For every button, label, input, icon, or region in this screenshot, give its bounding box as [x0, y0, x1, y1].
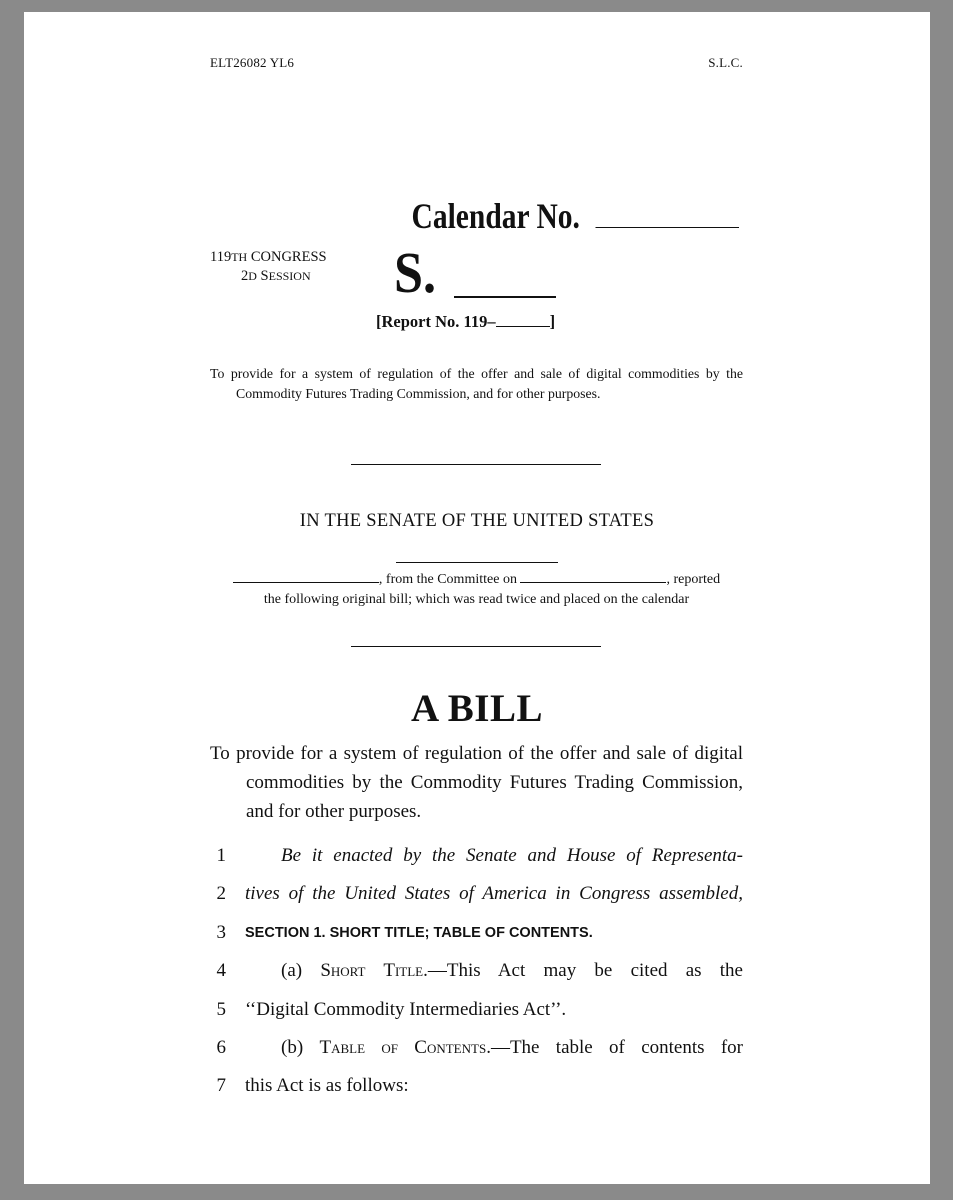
act-name-line: ‘‘Digital Commodity Intermediaries Act’’.	[245, 999, 567, 1020]
bill-page	[24, 12, 930, 1184]
short-title-line	[245, 958, 743, 984]
report-blank	[496, 314, 550, 327]
congress-number: 119TH CONGRESS	[210, 249, 327, 265]
as-follows-line: this Act is as follows:	[245, 1075, 409, 1096]
slc-code: S.L.C.	[708, 55, 743, 70]
senate-heading: IN THE SENATE OF THE UNITED STATES	[299, 511, 655, 531]
enacting-clause-line-2: tives of the United States of America in Congress assembled,	[245, 883, 743, 904]
table-of-contents-line	[245, 1035, 743, 1061]
divider	[351, 646, 601, 647]
calendar-number	[153, 195, 739, 237]
subsection-text: .—The table of contents for	[486, 1037, 743, 1058]
line-number: 1	[216, 845, 226, 866]
line-number: 6	[216, 1037, 226, 1058]
line-number: 2	[216, 883, 226, 904]
short-description-text: To provide for a system of regulation of the offer and sale of digital commodities by the Commodity Futures Trading Commission, and for other purposes.	[210, 366, 743, 401]
subsection-label: (b)	[281, 1037, 320, 1058]
session-number: 2D SESSION	[241, 268, 311, 284]
long-description	[210, 739, 743, 826]
short-description	[210, 364, 743, 404]
bill-number-blank	[454, 296, 556, 298]
bill-heading: A BILL	[411, 687, 543, 730]
divider	[351, 464, 601, 465]
committee-blank	[520, 570, 666, 583]
line-number: 3	[216, 922, 226, 943]
committee-note-part-2: , reported	[666, 572, 721, 587]
committee-note	[210, 570, 743, 610]
committee-note-part-1: , from the Committee on	[378, 572, 521, 587]
subsection-text: .—This Act may be cited as the	[423, 960, 743, 981]
subsection-heading: Table of Contents	[319, 1037, 487, 1058]
congress-session	[210, 248, 327, 286]
enacting-clause-line-1: Be it enacted by the Senate and House of Representa-	[281, 845, 743, 866]
calendar-blank	[596, 198, 740, 228]
long-description-text: To provide for a system of regulation of the offer and sale of digital commodities by the Commodity Futures Trading Commission, and for other purposes.	[210, 743, 743, 822]
committee-note-line-2: the following original bill; which was read twice and placed on the calendar	[263, 592, 690, 607]
section-heading: SECTION 1. SHORT TITLE; TABLE OF CONTENTS.	[245, 925, 593, 941]
subsection-heading: Short Title	[320, 960, 424, 981]
subsection-label: (a)	[281, 960, 321, 981]
report-suffix: ]	[549, 312, 556, 331]
senator-blank	[233, 570, 379, 583]
bill-prefix: S.	[394, 240, 437, 305]
line-number: 4	[216, 960, 226, 981]
report-prefix: [Report No. 119–	[376, 312, 496, 331]
document-code: ELT26082 YL6	[210, 55, 295, 70]
line-number: 5	[216, 999, 226, 1020]
committee-note-line-1	[210, 570, 743, 590]
divider	[396, 562, 558, 563]
line-number: 7	[216, 1075, 226, 1096]
calendar-label: Calendar No.	[411, 196, 580, 236]
report-number	[376, 312, 555, 332]
